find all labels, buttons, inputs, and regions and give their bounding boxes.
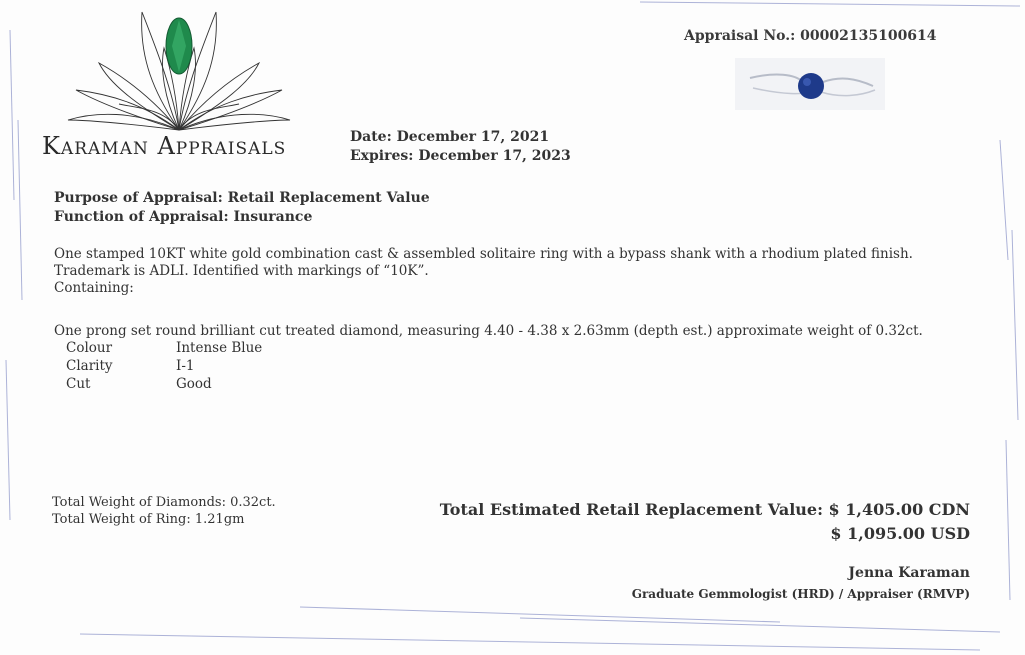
grade-value: Intense Blue xyxy=(176,340,263,356)
grade-value: Good xyxy=(176,376,212,392)
diamond-weight: Total Weight of Diamonds: 0.32ct. xyxy=(52,495,276,510)
item-description xyxy=(54,246,934,297)
stone-grades xyxy=(66,339,262,393)
grade-label: Cut xyxy=(66,376,91,392)
company-name: Karaman Appraisals xyxy=(42,132,287,160)
appraisal-number: Appraisal No.: 00002135100614 xyxy=(684,28,937,44)
valuation-block xyxy=(440,498,970,605)
description-line: Trademark is ADLI. Identified with markings of “10K”. xyxy=(54,263,429,279)
grade-label: Clarity xyxy=(66,358,113,374)
purpose-line: Purpose of Appraisal: Retail Replacement Value xyxy=(54,190,430,206)
description-line: One stamped 10KT white gold combination cast & assembled solitaire ring with a bypass shank with a rhodium plated finish. xyxy=(54,246,913,262)
appraisal-purpose xyxy=(54,189,430,227)
signer-name: Jenna Karaman xyxy=(848,565,970,581)
value-cdn: Total Estimated Retail Replacement Value: $ 1,405.00 CDN xyxy=(439,500,970,519)
company-logo-lotus-gem-icon xyxy=(64,8,294,138)
date-line: Date: December 17, 2021 xyxy=(350,129,550,145)
appraisal-dates xyxy=(350,128,571,166)
grade-row xyxy=(66,375,262,393)
stone-summary: One prong set round brilliant cut treated diamond, measuring 4.40 - 4.38 x 2.63mm (depth est.) approximate weight of 0.32ct. xyxy=(54,323,923,339)
expires-line: Expires: December 17, 2023 xyxy=(350,148,571,164)
ring-weight: Total Weight of Ring: 1.21gm xyxy=(52,512,245,527)
ring-photo-image xyxy=(735,58,885,110)
signer-title: Graduate Gemmologist (HRD) / Appraiser (RMVP) xyxy=(631,587,970,601)
grade-label: Colour xyxy=(66,340,113,356)
grade-value: I-1 xyxy=(176,358,195,374)
value-usd: $ 1,095.00 USD xyxy=(830,524,970,543)
grade-row xyxy=(66,339,262,357)
description-line: Containing: xyxy=(54,280,134,296)
grade-row xyxy=(66,357,262,375)
weight-totals xyxy=(52,494,276,528)
function-line: Function of Appraisal: Insurance xyxy=(54,209,313,225)
